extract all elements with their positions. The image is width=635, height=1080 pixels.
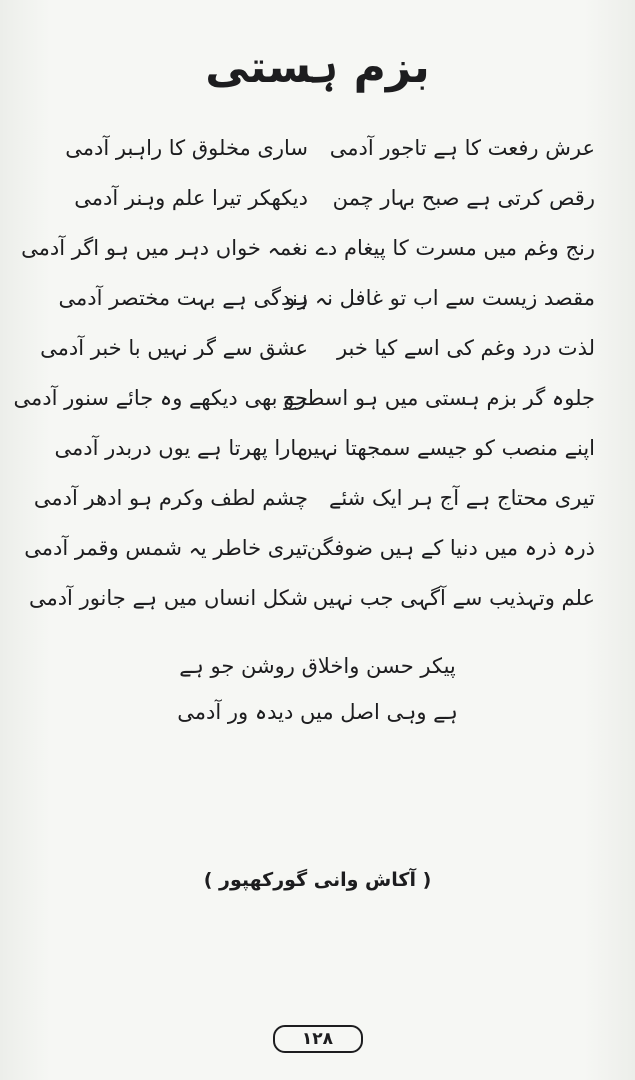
second-misra: ساری مخلوق کا راہبر آدمی — [65, 136, 308, 160]
source-attribution: ( آکاش وانی گورکھپور ) — [203, 869, 432, 891]
couplet — [40, 278, 595, 328]
couplet — [28, 578, 595, 628]
second-misra: مارا پھرتا ہے یوں دربدر آدمی — [54, 436, 308, 460]
first-misra: ذرہ ذرہ میں دنیا کے ہیں ضوفگن — [306, 536, 595, 560]
poem-title: بزم ہستی — [205, 42, 430, 93]
couplet — [40, 128, 595, 178]
couplet — [33, 478, 595, 528]
closing-line-1: پیکر حسن واخلاق روشن جو ہے — [179, 654, 456, 678]
second-misra: زندگی ہے بہت مختصر آدمی — [58, 286, 308, 310]
first-misra: رقص کرتی ہے صبح بہار چمن — [332, 186, 595, 210]
first-misra: عرش رفعت کا ہے تاجور آدمی — [329, 136, 595, 160]
poem-couplets — [13, 128, 595, 628]
first-misra: لذت درد وغم کی اسے کیا خبر — [336, 336, 595, 360]
first-misra: مقصد زیست سے اب تو غافل نہ ہو — [285, 286, 595, 310]
first-misra: جلوہ گر بزم ہستی میں ہو اسطرح — [282, 386, 595, 410]
couplet — [24, 528, 595, 578]
couplet — [40, 178, 595, 228]
couplet — [40, 428, 595, 478]
page-number: ۱۲۸ — [273, 1025, 363, 1053]
closing-line-2: ہے وہی اصل میں دیدہ ور آدمی — [177, 700, 458, 724]
second-misra: جو بھی دیکھے وہ جائے سنور آدمی — [13, 386, 308, 410]
first-misra: علم وتہذیب سے آگہی جب نہیں — [312, 586, 595, 610]
couplet — [13, 378, 595, 428]
page-footer — [0, 1025, 635, 1053]
second-misra: چشم لطف وکرم ہو ادھر آدمی — [33, 486, 308, 510]
closing-couplet — [0, 643, 635, 735]
second-misra: عشق سے گر نہیں با خبر آدمی — [40, 336, 308, 360]
second-misra: شکل انساں میں ہے جانور آدمی — [28, 586, 308, 610]
second-misra: دیکھکر تیرا علم وہنر آدمی — [74, 186, 308, 210]
couplet — [40, 328, 595, 378]
first-misra: تیری محتاج ہے آج ہر ایک شئے — [329, 486, 595, 510]
second-misra: نغمہ خواں دہر میں ہو اگر آدمی — [21, 236, 308, 260]
first-misra: رنج وغم میں مسرت کا پیغام دے — [315, 236, 595, 260]
couplet — [21, 228, 595, 278]
first-misra: اپنے منصب کو جیسے سمجھتا نہیں — [297, 436, 595, 460]
second-misra: تیری خاطر یہ شمس وقمر آدمی — [24, 536, 308, 560]
